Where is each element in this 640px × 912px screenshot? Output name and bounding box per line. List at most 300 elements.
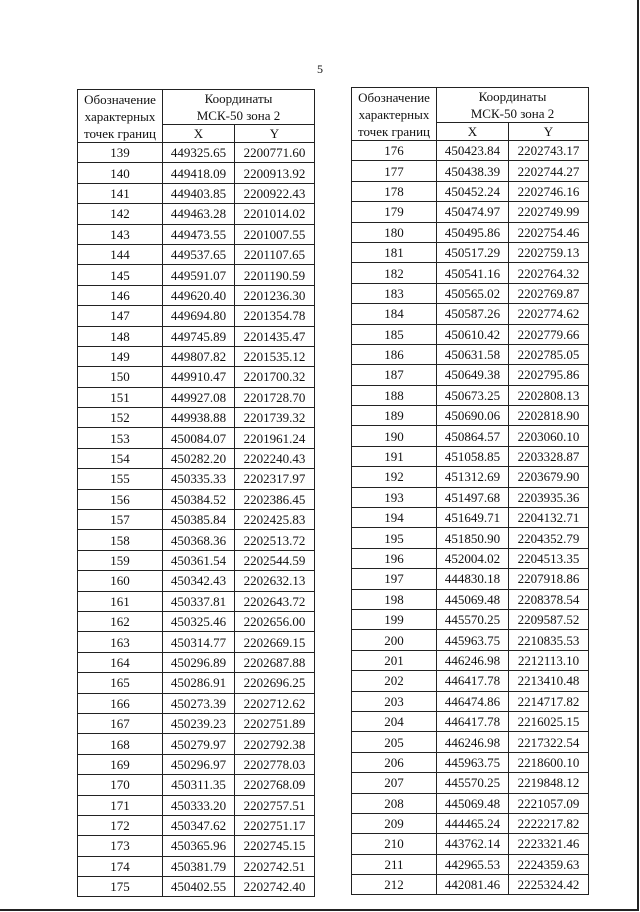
point-number-cell: 192: [352, 467, 437, 487]
y-coordinate-cell: 2224359.63: [509, 854, 589, 874]
coordinates-table-right: [351, 87, 589, 895]
point-number-cell: 179: [352, 202, 437, 222]
table-row: [78, 652, 315, 672]
point-number-cell: 162: [78, 611, 163, 631]
point-number-cell: 143: [78, 224, 163, 244]
table-row: [352, 773, 589, 793]
point-number-cell: 151: [78, 387, 163, 407]
x-coordinate-cell: 450610.42: [437, 324, 509, 344]
table-row: [352, 181, 589, 201]
x-coordinate-cell: 445963.75: [437, 752, 509, 772]
y-coordinate-cell: 2203060.10: [509, 426, 589, 446]
table-row: [78, 469, 315, 489]
x-coordinate-cell: 449473.55: [163, 224, 235, 244]
y-coordinate-cell: 2200913.92: [235, 163, 315, 183]
table-row: [78, 489, 315, 509]
point-number-cell: 142: [78, 204, 163, 224]
point-number-cell: 140: [78, 163, 163, 183]
point-number-cell: 146: [78, 285, 163, 305]
y-coordinate-cell: 2202751.89: [235, 713, 315, 733]
x-coordinate-cell: 445963.75: [437, 630, 509, 650]
y-coordinate-cell: 2201535.12: [235, 346, 315, 366]
x-coordinate-cell: 450673.25: [437, 385, 509, 405]
page-number: 5: [317, 62, 323, 76]
y-coordinate-cell: 2202669.15: [235, 632, 315, 652]
y-coordinate-cell: 2200922.43: [235, 183, 315, 203]
y-coordinate-cell: 2202795.86: [509, 365, 589, 385]
point-number-cell: 141: [78, 183, 163, 203]
table-row: [78, 428, 315, 448]
y-header: Y: [509, 123, 589, 141]
table-row: [78, 326, 315, 346]
table-row: [78, 591, 315, 611]
point-number-cell: 169: [78, 754, 163, 774]
y-coordinate-cell: 2204513.35: [509, 548, 589, 568]
y-coordinate-cell: 2218600.10: [509, 752, 589, 772]
point-number-cell: 158: [78, 530, 163, 550]
point-number-cell: 207: [352, 773, 437, 793]
point-label-header: [78, 90, 163, 143]
table-row: [78, 877, 315, 897]
y-coordinate-cell: 2202743.17: [509, 141, 589, 161]
table-row: [352, 161, 589, 181]
point-number-cell: 184: [352, 304, 437, 324]
table-row: [352, 467, 589, 487]
x-coordinate-cell: 449694.80: [163, 306, 235, 326]
y-coordinate-cell: 2209587.52: [509, 609, 589, 629]
x-coordinate-cell: 450273.39: [163, 693, 235, 713]
x-coordinate-cell: 451312.69: [437, 467, 509, 487]
y-coordinate-cell: 2202317.97: [235, 469, 315, 489]
point-number-cell: 164: [78, 652, 163, 672]
table-row: [352, 385, 589, 405]
x-coordinate-cell: 446474.86: [437, 691, 509, 711]
point-number-cell: 186: [352, 344, 437, 364]
y-coordinate-cell: 2225324.42: [509, 875, 589, 895]
y-coordinate-cell: 2201700.32: [235, 367, 315, 387]
x-coordinate-cell: 450541.16: [437, 263, 509, 283]
header-line: Координаты: [478, 89, 547, 104]
table-row: [78, 224, 315, 244]
x-header: X: [163, 125, 235, 143]
point-number-cell: 152: [78, 408, 163, 428]
x-coordinate-cell: 450587.26: [437, 304, 509, 324]
table-row: [78, 693, 315, 713]
x-coordinate-cell: 450384.52: [163, 489, 235, 509]
x-coordinate-cell: 450381.79: [163, 856, 235, 876]
point-number-cell: 170: [78, 775, 163, 795]
table-row: [352, 711, 589, 731]
x-coordinate-cell: 450385.84: [163, 510, 235, 530]
y-coordinate-cell: 2200771.60: [235, 143, 315, 163]
table-row: [352, 528, 589, 548]
point-number-cell: 174: [78, 856, 163, 876]
x-coordinate-cell: 450361.54: [163, 550, 235, 570]
point-number-cell: 193: [352, 487, 437, 507]
x-coordinate-cell: 444830.18: [437, 569, 509, 589]
x-coordinate-cell: 444465.24: [437, 813, 509, 833]
coords-header: [437, 88, 589, 123]
x-coordinate-cell: 442965.53: [437, 854, 509, 874]
point-number-cell: 210: [352, 834, 437, 854]
point-number-cell: 205: [352, 732, 437, 752]
point-number-cell: 181: [352, 242, 437, 262]
point-number-cell: 153: [78, 428, 163, 448]
table-row: [352, 202, 589, 222]
header-line: МСК-50 зона 2: [196, 108, 281, 123]
point-number-cell: 175: [78, 877, 163, 897]
table-row: [78, 285, 315, 305]
x-coordinate-cell: 442081.46: [437, 875, 509, 895]
point-number-cell: 188: [352, 385, 437, 405]
point-number-cell: 178: [352, 181, 437, 201]
y-coordinate-cell: 2208378.54: [509, 589, 589, 609]
table-row: [78, 856, 315, 876]
y-coordinate-cell: 2223321.46: [509, 834, 589, 854]
table-row: [78, 163, 315, 183]
point-number-cell: 196: [352, 548, 437, 568]
table-row: [352, 854, 589, 874]
point-number-cell: 198: [352, 589, 437, 609]
table-row: [352, 752, 589, 772]
table-row: [352, 569, 589, 589]
y-coordinate-cell: 2202745.15: [235, 836, 315, 856]
y-coordinate-cell: 2202742.51: [235, 856, 315, 876]
x-coordinate-cell: 443762.14: [437, 834, 509, 854]
point-number-cell: 191: [352, 446, 437, 466]
y-coordinate-cell: 2202544.59: [235, 550, 315, 570]
header-line: МСК-50 зона 2: [470, 106, 555, 121]
y-coordinate-cell: 2201107.65: [235, 244, 315, 264]
x-coordinate-cell: 450084.07: [163, 428, 235, 448]
coordinates-table-left: [77, 89, 315, 897]
x-coordinate-cell: 449403.85: [163, 183, 235, 203]
x-coordinate-cell: 450333.20: [163, 795, 235, 815]
table-row: [78, 673, 315, 693]
x-coordinate-cell: 446246.98: [437, 732, 509, 752]
y-coordinate-cell: 2213410.48: [509, 671, 589, 691]
x-coordinate-cell: 450423.84: [437, 141, 509, 161]
table-row: [78, 530, 315, 550]
x-coordinate-cell: 450452.24: [437, 181, 509, 201]
y-coordinate-cell: 2216025.15: [509, 711, 589, 731]
x-coordinate-cell: 450565.02: [437, 283, 509, 303]
point-number-cell: 203: [352, 691, 437, 711]
x-coordinate-cell: 449910.47: [163, 367, 235, 387]
y-coordinate-cell: 2202749.99: [509, 202, 589, 222]
point-number-cell: 157: [78, 510, 163, 530]
point-number-cell: 144: [78, 244, 163, 264]
x-coordinate-cell: 449463.28: [163, 204, 235, 224]
x-coordinate-cell: 450314.77: [163, 632, 235, 652]
y-coordinate-cell: 2202632.13: [235, 571, 315, 591]
y-coordinate-cell: 2202696.25: [235, 673, 315, 693]
point-number-cell: 194: [352, 508, 437, 528]
table-row: [78, 265, 315, 285]
table-row: [78, 611, 315, 631]
table-row: [78, 183, 315, 203]
header-line: точек границ: [357, 123, 431, 139]
table-row: [78, 795, 315, 815]
header-line: Обозначение: [358, 89, 430, 105]
y-coordinate-cell: 2202808.13: [509, 385, 589, 405]
table-row: [78, 408, 315, 428]
x-coordinate-cell: 450325.46: [163, 611, 235, 631]
point-number-cell: 149: [78, 346, 163, 366]
header-line: характерных: [84, 108, 156, 124]
coords-header: [163, 90, 315, 125]
point-number-cell: 200: [352, 630, 437, 650]
point-number-cell: 187: [352, 365, 437, 385]
y-coordinate-cell: 2202764.32: [509, 263, 589, 283]
table-row: [352, 344, 589, 364]
y-coordinate-cell: 2222217.82: [509, 813, 589, 833]
y-coordinate-cell: 2202818.90: [509, 406, 589, 426]
table-row: [78, 244, 315, 264]
point-number-cell: 161: [78, 591, 163, 611]
point-number-cell: 206: [352, 752, 437, 772]
x-coordinate-cell: 450335.33: [163, 469, 235, 489]
y-coordinate-cell: 2203679.90: [509, 467, 589, 487]
point-number-cell: 183: [352, 283, 437, 303]
point-number-cell: 212: [352, 875, 437, 895]
x-coordinate-cell: 450474.97: [437, 202, 509, 222]
y-coordinate-cell: 2201435.47: [235, 326, 315, 346]
table-row: [352, 426, 589, 446]
table-row: [352, 548, 589, 568]
point-number-cell: 160: [78, 571, 163, 591]
y-coordinate-cell: 2202768.09: [235, 775, 315, 795]
table-row: [352, 813, 589, 833]
point-number-cell: 195: [352, 528, 437, 548]
table-row: [352, 732, 589, 752]
y-coordinate-cell: 2201354.78: [235, 306, 315, 326]
x-coordinate-cell: 450438.39: [437, 161, 509, 181]
x-coordinate-cell: 449938.88: [163, 408, 235, 428]
table-row: [352, 609, 589, 629]
x-coordinate-cell: 450296.89: [163, 652, 235, 672]
x-coordinate-cell: 449807.82: [163, 346, 235, 366]
table-row: [352, 589, 589, 609]
point-number-cell: 177: [352, 161, 437, 181]
point-number-cell: 180: [352, 222, 437, 242]
x-header: X: [437, 123, 509, 141]
point-number-cell: 211: [352, 854, 437, 874]
point-number-cell: 208: [352, 793, 437, 813]
table-row: [78, 632, 315, 652]
point-number-cell: 189: [352, 406, 437, 426]
x-coordinate-cell: 449927.08: [163, 387, 235, 407]
table-row: [352, 242, 589, 262]
table-row: [78, 143, 315, 163]
y-coordinate-cell: 2202744.27: [509, 161, 589, 181]
y-coordinate-cell: 2202779.66: [509, 324, 589, 344]
x-coordinate-cell: 449537.65: [163, 244, 235, 264]
y-coordinate-cell: 2202513.72: [235, 530, 315, 550]
x-coordinate-cell: 450690.06: [437, 406, 509, 426]
y-coordinate-cell: 2203935.36: [509, 487, 589, 507]
x-coordinate-cell: 450368.36: [163, 530, 235, 550]
table-row: [352, 630, 589, 650]
x-coordinate-cell: 450649.38: [437, 365, 509, 385]
table-row: [352, 671, 589, 691]
y-coordinate-cell: 2202240.43: [235, 448, 315, 468]
x-coordinate-cell: 450495.86: [437, 222, 509, 242]
x-coordinate-cell: 449620.40: [163, 285, 235, 305]
table-row: [352, 650, 589, 670]
y-coordinate-cell: 2201007.55: [235, 224, 315, 244]
y-coordinate-cell: 2219848.12: [509, 773, 589, 793]
x-coordinate-cell: 446417.78: [437, 711, 509, 731]
x-coordinate-cell: 445570.25: [437, 609, 509, 629]
point-number-cell: 155: [78, 469, 163, 489]
y-coordinate-cell: 2202643.72: [235, 591, 315, 611]
x-coordinate-cell: 446417.78: [437, 671, 509, 691]
y-coordinate-cell: 2202386.45: [235, 489, 315, 509]
table-row: [78, 734, 315, 754]
x-coordinate-cell: 445069.48: [437, 793, 509, 813]
table-row: [78, 550, 315, 570]
x-coordinate-cell: 451649.71: [437, 508, 509, 528]
x-coordinate-cell: 450239.23: [163, 713, 235, 733]
y-coordinate-cell: 2202712.62: [235, 693, 315, 713]
x-coordinate-cell: 446246.98: [437, 650, 509, 670]
table-row: [352, 304, 589, 324]
point-number-cell: 166: [78, 693, 163, 713]
x-coordinate-cell: 449745.89: [163, 326, 235, 346]
table-row: [78, 204, 315, 224]
table-row: [352, 222, 589, 242]
table-row: [78, 306, 315, 326]
table-row: [352, 834, 589, 854]
x-coordinate-cell: 452004.02: [437, 548, 509, 568]
header-line: Координаты: [204, 91, 273, 106]
y-coordinate-cell: 2202769.87: [509, 283, 589, 303]
point-number-cell: 154: [78, 448, 163, 468]
table-row: [78, 836, 315, 856]
table-row: [352, 263, 589, 283]
y-coordinate-cell: 2201728.70: [235, 387, 315, 407]
table-row: [78, 754, 315, 774]
y-coordinate-cell: 2201236.30: [235, 285, 315, 305]
table-row: [78, 448, 315, 468]
point-number-cell: 167: [78, 713, 163, 733]
y-coordinate-cell: 2202754.46: [509, 222, 589, 242]
table-row: [78, 815, 315, 835]
x-coordinate-cell: 451850.90: [437, 528, 509, 548]
point-number-cell: 204: [352, 711, 437, 731]
y-coordinate-cell: 2202746.16: [509, 181, 589, 201]
header-line: характерных: [358, 106, 430, 122]
x-coordinate-cell: 451058.85: [437, 446, 509, 466]
x-coordinate-cell: 450279.97: [163, 734, 235, 754]
point-number-cell: 147: [78, 306, 163, 326]
point-number-cell: 145: [78, 265, 163, 285]
y-coordinate-cell: 2201739.32: [235, 408, 315, 428]
table-row: [352, 141, 589, 161]
point-label-header: [352, 88, 437, 141]
point-number-cell: 168: [78, 734, 163, 754]
point-number-cell: 190: [352, 426, 437, 446]
point-number-cell: 156: [78, 489, 163, 509]
y-coordinate-cell: 2202425.83: [235, 510, 315, 530]
y-coordinate-cell: 2202774.62: [509, 304, 589, 324]
x-coordinate-cell: 450296.97: [163, 754, 235, 774]
y-coordinate-cell: 2204132.71: [509, 508, 589, 528]
y-coordinate-cell: 2203328.87: [509, 446, 589, 466]
y-header: Y: [235, 125, 315, 143]
x-coordinate-cell: 449325.65: [163, 143, 235, 163]
point-number-cell: 185: [352, 324, 437, 344]
point-number-cell: 209: [352, 813, 437, 833]
y-coordinate-cell: 2202757.51: [235, 795, 315, 815]
y-coordinate-cell: 2202742.40: [235, 877, 315, 897]
y-coordinate-cell: 2202792.38: [235, 734, 315, 754]
point-number-cell: 182: [352, 263, 437, 283]
x-coordinate-cell: 445570.25: [437, 773, 509, 793]
point-number-cell: 159: [78, 550, 163, 570]
x-coordinate-cell: 450864.57: [437, 426, 509, 446]
x-coordinate-cell: 450517.29: [437, 242, 509, 262]
table-row: [78, 367, 315, 387]
point-number-cell: 201: [352, 650, 437, 670]
y-coordinate-cell: 2201190.59: [235, 265, 315, 285]
point-number-cell: 163: [78, 632, 163, 652]
point-number-cell: 176: [352, 141, 437, 161]
x-coordinate-cell: 450402.55: [163, 877, 235, 897]
point-number-cell: 148: [78, 326, 163, 346]
table-row: [78, 571, 315, 591]
table-row: [78, 387, 315, 407]
x-coordinate-cell: 451497.68: [437, 487, 509, 507]
y-coordinate-cell: 2202785.05: [509, 344, 589, 364]
table-row: [352, 793, 589, 813]
point-number-cell: 202: [352, 671, 437, 691]
x-coordinate-cell: 445069.48: [437, 589, 509, 609]
y-coordinate-cell: 2202687.88: [235, 652, 315, 672]
table-row: [78, 713, 315, 733]
header-line: Обозначение: [84, 91, 156, 107]
x-coordinate-cell: 450337.81: [163, 591, 235, 611]
x-coordinate-cell: 450631.58: [437, 344, 509, 364]
y-coordinate-cell: 2201961.24: [235, 428, 315, 448]
point-number-cell: 199: [352, 609, 437, 629]
point-number-cell: 171: [78, 795, 163, 815]
table-row: [352, 487, 589, 507]
point-number-cell: 165: [78, 673, 163, 693]
x-coordinate-cell: 450347.62: [163, 815, 235, 835]
header-line: точек границ: [83, 125, 157, 141]
table-row: [352, 406, 589, 426]
y-coordinate-cell: 2210835.53: [509, 630, 589, 650]
point-number-cell: 173: [78, 836, 163, 856]
point-number-cell: 197: [352, 569, 437, 589]
y-coordinate-cell: 2214717.82: [509, 691, 589, 711]
y-coordinate-cell: 2202751.17: [235, 815, 315, 835]
x-coordinate-cell: 450286.91: [163, 673, 235, 693]
table-row: [78, 346, 315, 366]
y-coordinate-cell: 2212113.10: [509, 650, 589, 670]
point-number-cell: 150: [78, 367, 163, 387]
table-row: [78, 775, 315, 795]
x-coordinate-cell: 450311.35: [163, 775, 235, 795]
y-coordinate-cell: 2202759.13: [509, 242, 589, 262]
y-coordinate-cell: 2221057.09: [509, 793, 589, 813]
x-coordinate-cell: 450365.96: [163, 836, 235, 856]
y-coordinate-cell: 2202778.03: [235, 754, 315, 774]
table-row: [352, 446, 589, 466]
x-coordinate-cell: 449591.07: [163, 265, 235, 285]
